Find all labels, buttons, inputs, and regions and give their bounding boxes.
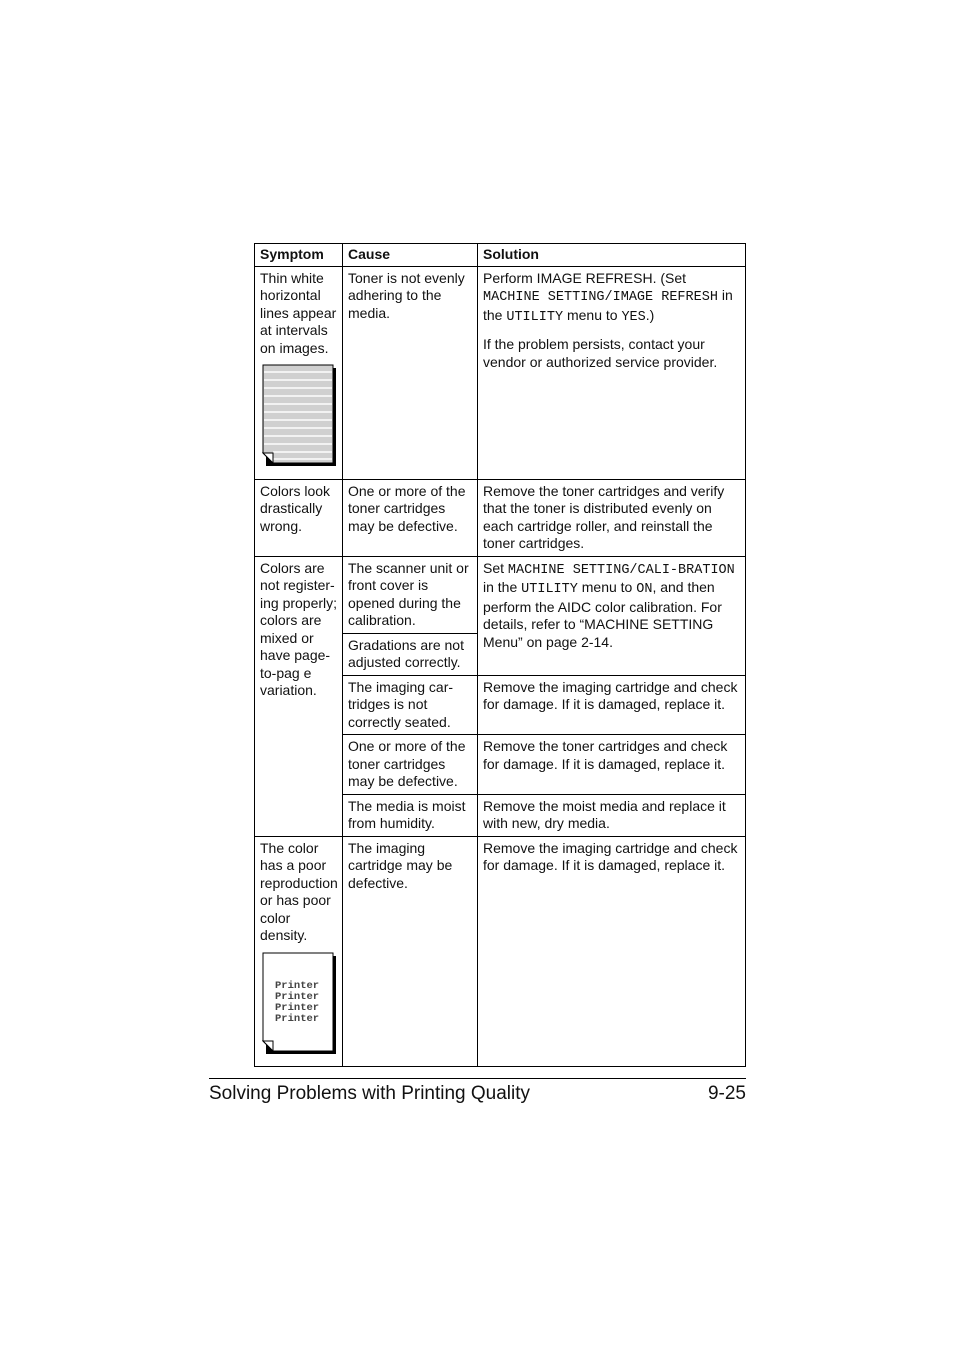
symptom-cell [255,836,343,1067]
lined-page-illustration [262,364,338,473]
solution-cell: Remove the moist media and replace it with new, dry media. [478,794,746,836]
cause-cell: The imaging car-tridges is not correctly seated. [343,675,478,735]
solution-text: menu to [563,306,622,323]
table-header-row [255,244,746,267]
solution-cell: Remove the imaging cartridge and check for damage. If it is damaged, replace it. [478,675,746,735]
footer-page-number: 9-25 [707,1083,746,1104]
symptom-cell: Colors are not register-ing properly; colors are mixed or have page-to-pag e variation. [255,556,343,836]
cause-cell: Toner is not evenly adhering to the media. [343,266,478,479]
cause-cell: One or more of the toner cartridges may be defective. [343,735,478,795]
menu-name-code: UTILITY [521,582,578,597]
cause-cell: One or more of the toner cartridges may be defective. [343,479,478,556]
table-row [255,479,746,556]
solution-text: menu to [577,579,637,595]
symptom-text: The color has a poor reproduction or has poor color density. [260,839,338,943]
solution-cell [478,266,746,479]
solution-text: .) [645,306,655,323]
menu-name-code: UTILITY [506,309,564,325]
faded-print-illustration [262,952,338,1061]
setting-value-code: ON [636,582,653,597]
footer-section-title: Solving Problems with Printing Quality [209,1083,531,1104]
sample-text-line: Printer [275,1001,320,1014]
solution-cell [478,556,746,675]
symptom-cell: Colors look drastically wrong. [255,479,343,556]
sample-text-line: Printer [275,1012,320,1025]
cause-cell: The imaging cartridge may be defective. [343,836,478,1067]
setting-value-code: YES [621,309,646,325]
table-row [255,556,746,633]
solution-text: Set [483,559,508,576]
solution-text: in the [483,579,522,595]
cause-cell: Gradations are not adjusted correctly. [343,633,478,675]
header-solution: Solution [478,244,746,267]
footer-divider [209,1078,746,1079]
cause-cell: The scanner unit or front cover is opened during the calibration. [343,556,478,633]
cause-cell: The media is moist from humidity. [343,794,478,836]
solution-paragraph: If the problem persists, contact your vendor or authorized service provider. [483,336,718,370]
symptom-cell [255,266,343,479]
menu-path-code: MACHINE SETTING/CALI-BRATION [507,562,735,578]
solution-cell: Remove the toner cartridges and verify that the toner is distributed evenly on each cartridge roller, and reinstall the toner cartridges. [478,479,746,556]
troubleshooting-table [254,243,746,1067]
table-row [255,266,746,479]
sample-text-line: Printer [275,990,320,1003]
solution-text: Perform IMAGE REFRESH. (Set [483,269,687,286]
solution-text: , and then perform the AIDC color calibration. For details, refer to “MACHINE SETTING Menu” on page 2-14. [483,579,722,650]
menu-path-code: MACHINE SETTING/IMAGE REFRESH [483,290,718,305]
header-cause: Cause [343,244,478,267]
solution-cell: Remove the toner cartridges and check for damage. If it is damaged, replace it. [478,735,746,795]
sample-text-line: Printer [275,979,320,992]
header-symptom: Symptom [255,244,343,267]
symptom-text: Thin white horizontal lines appear at intervals on images. [260,269,337,356]
table-row [255,836,746,1067]
solution-paragraph [483,270,741,327]
solution-text: in the [483,287,733,323]
solution-cell: Remove the imaging cartridge and check for damage. If it is damaged, replace it. [478,836,746,1067]
